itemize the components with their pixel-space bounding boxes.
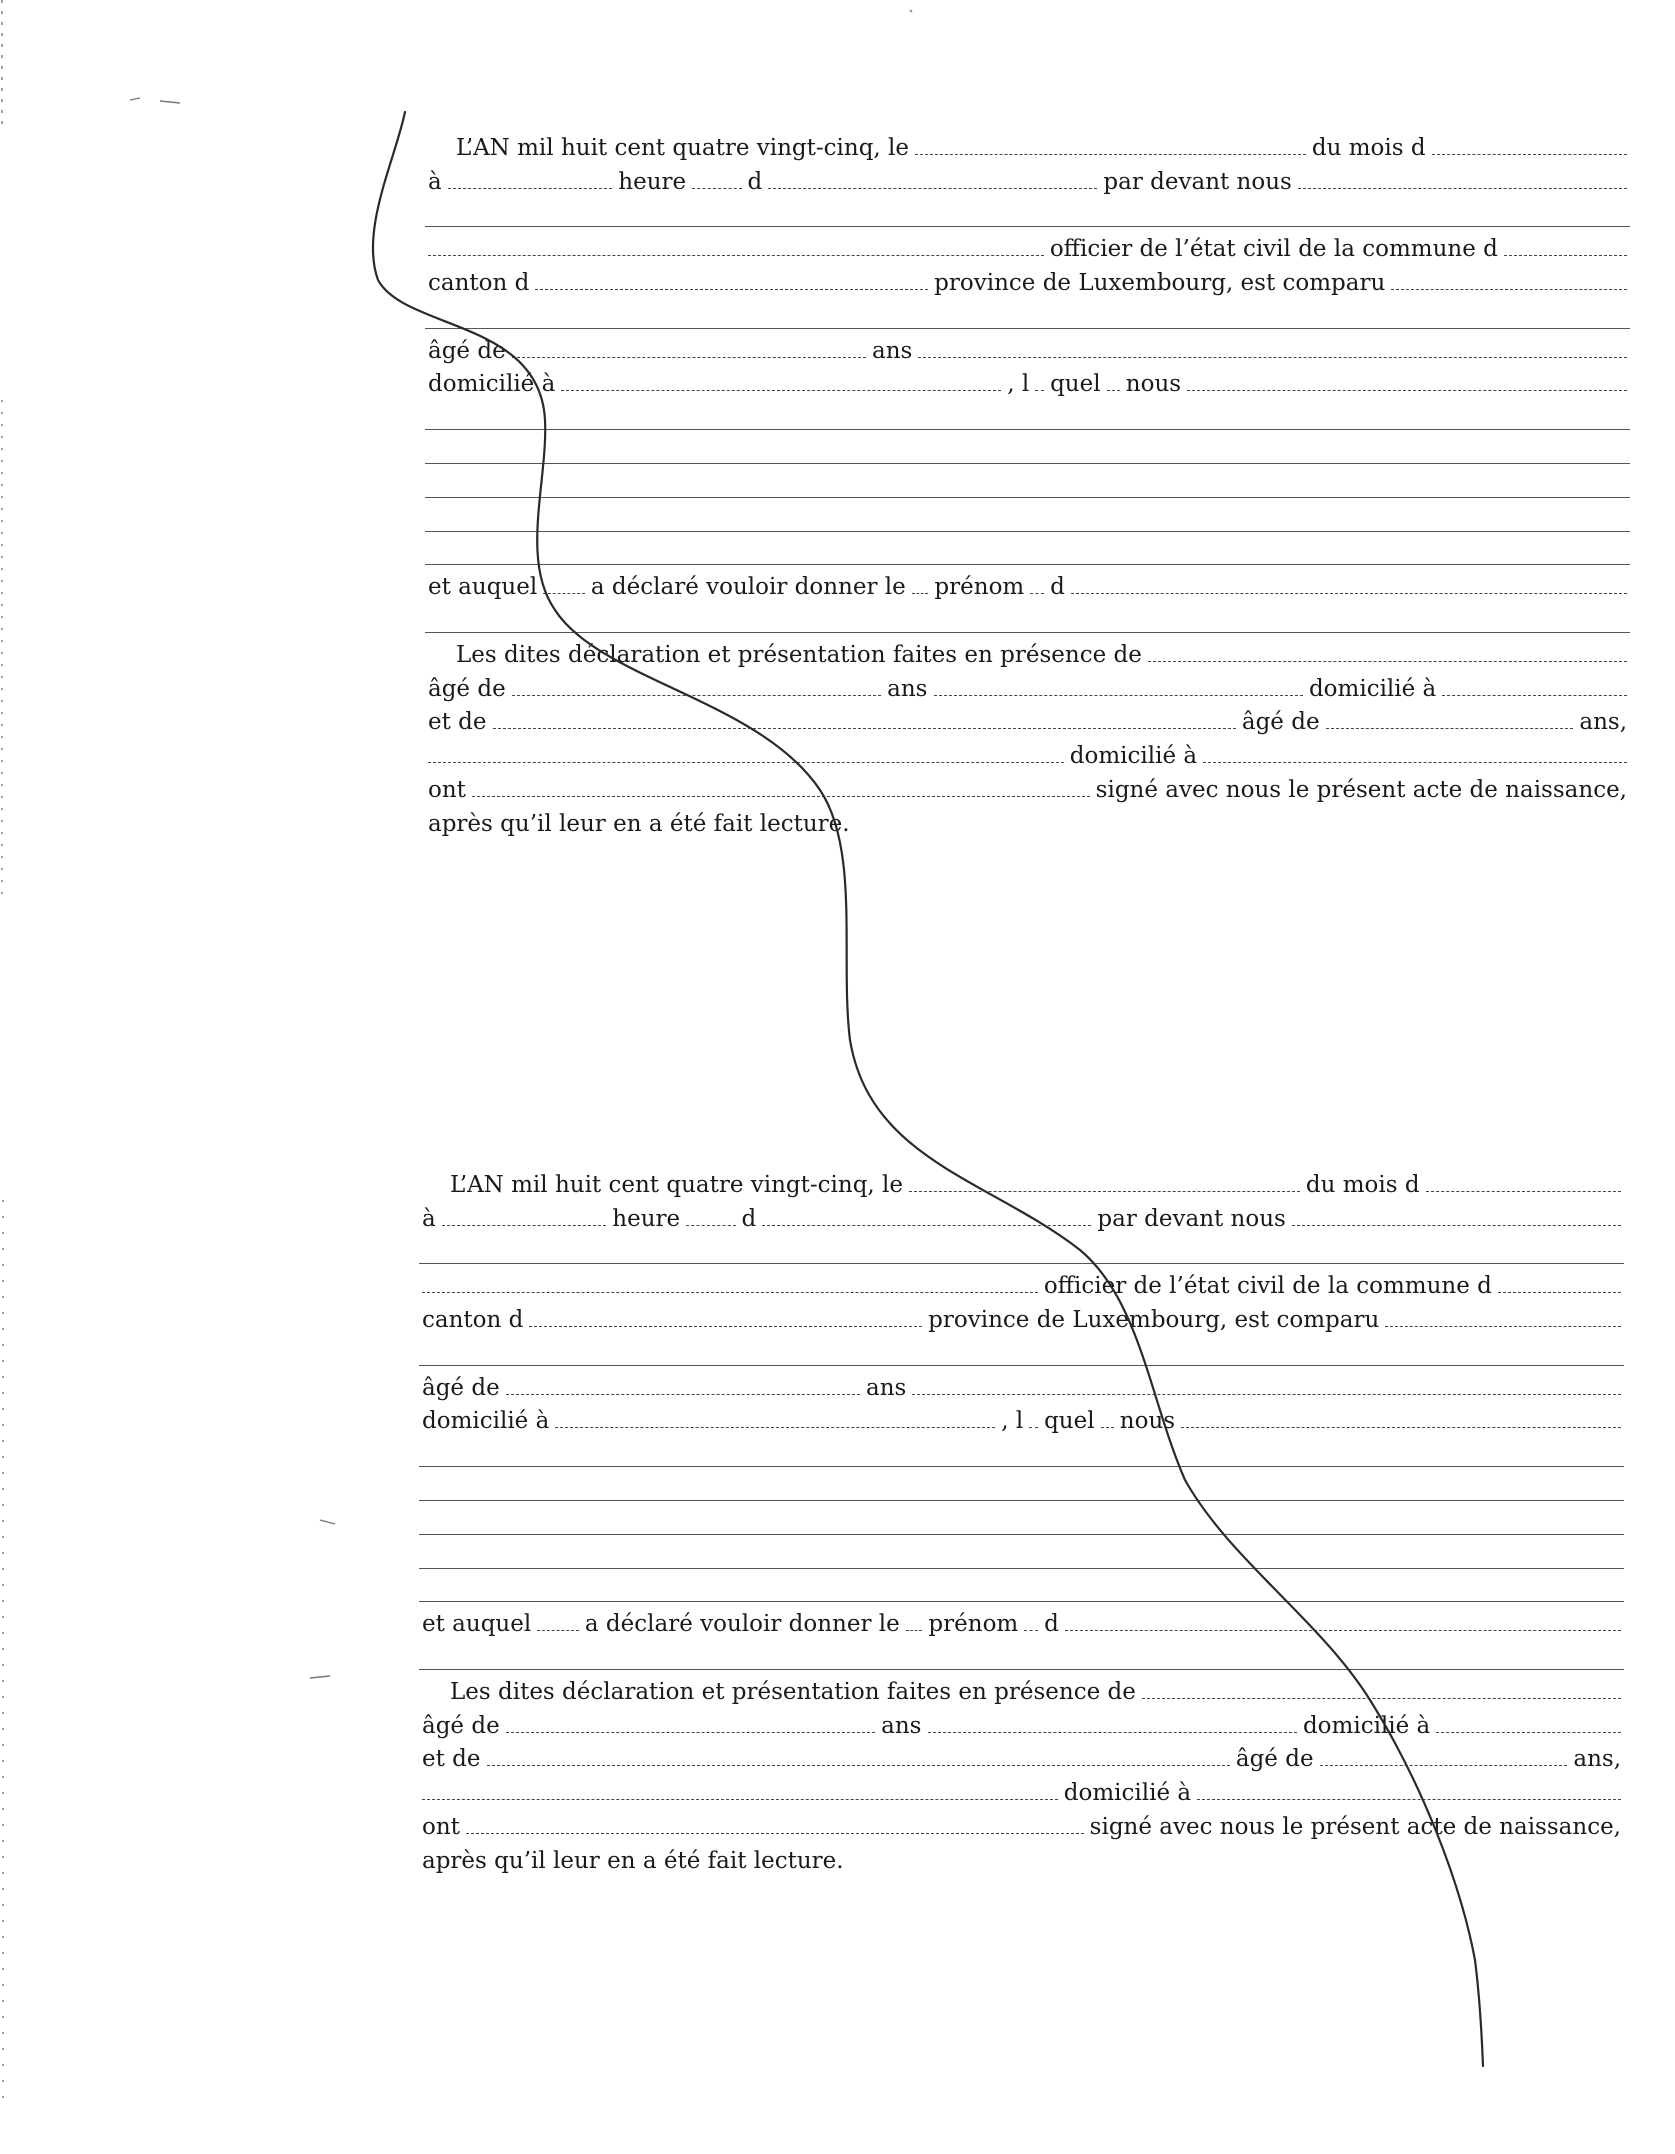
field-prenom[interactable] [1030,593,1044,594]
text-lecture: après qu’il leur en a été fait lecture. [422,1847,844,1874]
form-blank-line[interactable] [419,1569,1624,1603]
form-blank-line[interactable] [425,464,1630,498]
text-declare: a déclaré vouloir donner le [590,574,906,601]
field-age[interactable] [506,1394,860,1395]
form-blank-line[interactable] [419,1467,1624,1501]
text-heure: heure [612,1205,681,1232]
field-witness-2-domicile[interactable] [1203,762,1627,763]
form-line-date [419,1163,1624,1197]
text-age: âgé de [422,1374,500,1401]
text-canton: canton d [428,269,530,296]
field-canton[interactable] [529,1326,922,1327]
form-line-hour [425,160,1630,194]
text-ans: ans, [1573,1746,1622,1773]
text-ont: ont [428,776,466,803]
form-line-lecture [425,802,1630,836]
field-d[interactable] [686,1225,735,1226]
text-domicile: domicilié à [1308,675,1437,702]
field-d[interactable] [692,188,741,189]
field-witness-1-domicile[interactable] [1442,695,1627,696]
text-a: à [428,168,442,195]
field-profession[interactable] [918,357,1627,358]
text-declaration: Les dites déclaration et présentation faites en présence de [456,641,1142,668]
field-witness-2[interactable] [493,728,1236,729]
text-domicile: domicilié à [422,1408,550,1435]
form-blank-line[interactable] [419,1332,1624,1366]
text-signe: signé avec nous le présent acte de naissance, [1095,776,1627,803]
field-witness-2[interactable] [487,1765,1230,1766]
field-witness-2-age[interactable] [1326,728,1574,729]
form-line-hour [419,1197,1624,1231]
form-line-witness-1-age [425,667,1630,701]
text-ans: ans [881,1712,922,1739]
field-comparant[interactable] [1385,1326,1621,1327]
text-month: du mois d [1311,134,1426,161]
text-quel: quel [1044,1408,1095,1435]
text-et-auquel: et auquel [428,574,538,601]
form-blank-line[interactable] [425,396,1630,430]
text-d: d [741,1205,757,1232]
field-officer-name[interactable] [422,1292,1038,1293]
field-witness-2-profession[interactable] [422,1799,1058,1800]
text-officier: officier de l’état civil de la commune d [1043,1273,1492,1300]
field-witness-1-age[interactable] [506,1732,875,1733]
field-hour[interactable] [448,188,613,189]
field-month[interactable] [1432,154,1627,155]
form-line-signature [419,1805,1624,1839]
text-officier: officier de l’état civil de la commune d [1049,236,1498,263]
form-blank-line[interactable] [425,430,1630,464]
text-domicile: domicilié à [1069,743,1198,770]
text-year: L’AN mil huit cent quatre vingt-cinq, le [450,1171,904,1198]
text-lecture: après qu’il leur en a été fait lecture. [428,810,850,837]
text-et-de: et de [422,1746,481,1773]
text-nous: nous [1119,1408,1176,1435]
field-month[interactable] [1426,1191,1621,1192]
form-line-witnesses [425,633,1630,667]
text-et-de: et de [428,709,487,736]
field-auquel[interactable] [537,1630,579,1631]
field-domicile[interactable] [555,1427,995,1428]
text-d: d [1044,1611,1059,1638]
form-blank-line[interactable] [425,194,1630,228]
form-blank-line[interactable] [425,532,1630,566]
text-age: âgé de [1241,709,1320,736]
text-age: âgé de [428,337,506,364]
field-canton[interactable] [535,289,928,290]
text-par-devant: par devant nous [1103,168,1292,195]
form-line-canton [419,1298,1624,1332]
field-prenom[interactable] [1024,1630,1038,1631]
field-period[interactable] [762,1225,1091,1226]
text-province: province de Luxembourg, est comparu [928,1306,1380,1333]
field-signatories[interactable] [472,796,1090,797]
form-line-prenom [425,565,1630,599]
text-age: âgé de [1235,1746,1314,1773]
field-officer[interactable] [1292,1225,1621,1226]
form-line-officer [425,227,1630,261]
form-blank-line[interactable] [419,1433,1624,1467]
text-nous: nous [1125,371,1182,398]
field-officer-name[interactable] [428,255,1044,256]
text-l: , l [1001,1408,1024,1435]
text-ans: ans [872,337,913,364]
text-signe: signé avec nous le présent acte de naissance, [1089,1813,1621,1840]
field-prenom-value[interactable] [1065,1630,1621,1631]
text-domicile: domicilié à [428,371,556,398]
text-a: à [422,1205,436,1232]
text-ans: ans [887,675,928,702]
form-line-age [425,329,1630,363]
form-line-prenom [419,1602,1624,1636]
text-ans: ans, [1579,709,1628,736]
form-line-witness-2 [425,701,1630,735]
field-domicile[interactable] [561,390,1001,391]
field-presented[interactable] [1181,1427,1621,1428]
field-officer[interactable] [1298,188,1627,189]
form-blank-line[interactable] [419,1231,1624,1265]
field-l[interactable] [1029,1427,1038,1428]
field-witness-1[interactable] [1148,661,1627,662]
form-line-date [425,126,1630,160]
field-commune[interactable] [1498,1292,1621,1293]
text-year: L’AN mil huit cent quatre vingt-cinq, le [456,134,910,161]
text-age: âgé de [422,1712,500,1739]
field-hour[interactable] [442,1225,607,1226]
text-ans: ans [866,1374,907,1401]
text-canton: canton d [422,1306,524,1333]
form-blank-line[interactable] [419,1636,1624,1670]
form-blank-line[interactable] [419,1535,1624,1569]
text-heure: heure [618,168,687,195]
text-d: d [747,168,763,195]
field-day[interactable] [909,1191,1300,1192]
field-quel[interactable] [1107,390,1120,391]
text-declare: a déclaré vouloir donner le [584,1611,900,1638]
form-line-domicile [419,1400,1624,1434]
text-age: âgé de [428,675,506,702]
form-line-domicile [425,363,1630,397]
text-quel: quel [1050,371,1101,398]
field-quel[interactable] [1101,1427,1114,1428]
form-line-witnesses [419,1670,1624,1704]
field-witness-1-profession[interactable] [928,1732,1297,1733]
field-le[interactable] [912,593,929,594]
form-line-witness-2-domicile [425,734,1630,768]
field-witness-1-profession[interactable] [934,695,1303,696]
text-par-devant: par devant nous [1097,1205,1286,1232]
form-line-age [419,1366,1624,1400]
field-period[interactable] [768,188,1097,189]
field-auquel[interactable] [543,593,585,594]
field-l[interactable] [1035,390,1044,391]
birth-record-form-2 [419,1163,1624,1873]
form-line-officer [419,1264,1624,1298]
form-line-witness-1-age [419,1704,1624,1738]
field-prenom-value[interactable] [1071,593,1627,594]
form-line-witness-2 [419,1738,1624,1772]
text-domicile: domicilié à [1302,1712,1431,1739]
field-witness-1[interactable] [1142,1698,1621,1699]
field-witness-1-domicile[interactable] [1436,1732,1621,1733]
text-month: du mois d [1305,1171,1420,1198]
text-et-auquel: et auquel [422,1611,532,1638]
field-commune[interactable] [1504,255,1627,256]
field-witness-2-profession[interactable] [428,762,1064,763]
form-blank-line[interactable] [425,295,1630,329]
birth-record-form-1 [425,126,1630,836]
text-d: d [1050,574,1065,601]
form-blank-line[interactable] [419,1501,1624,1535]
field-comparant[interactable] [1391,289,1627,290]
text-prenom: prénom [928,1611,1019,1638]
field-signatories[interactable] [466,1833,1084,1834]
text-prenom: prénom [934,574,1025,601]
field-le[interactable] [906,1630,923,1631]
field-age[interactable] [512,357,866,358]
form-blank-line[interactable] [425,599,1630,633]
form-line-signature [425,768,1630,802]
form-line-witness-2-domicile [419,1771,1624,1805]
form-line-canton [425,261,1630,295]
text-domicile: domicilié à [1063,1780,1192,1807]
field-day[interactable] [915,154,1306,155]
field-presented[interactable] [1187,390,1627,391]
field-witness-2-domicile[interactable] [1197,1799,1621,1800]
text-declaration: Les dites déclaration et présentation faites en présence de [450,1678,1136,1705]
field-witness-2-age[interactable] [1320,1765,1568,1766]
field-profession[interactable] [912,1394,1621,1395]
text-l: , l [1007,371,1030,398]
form-blank-line[interactable] [425,498,1630,532]
text-province: province de Luxembourg, est comparu [934,269,1386,296]
field-witness-1-age[interactable] [512,695,881,696]
text-ont: ont [422,1813,460,1840]
form-line-lecture [419,1839,1624,1873]
